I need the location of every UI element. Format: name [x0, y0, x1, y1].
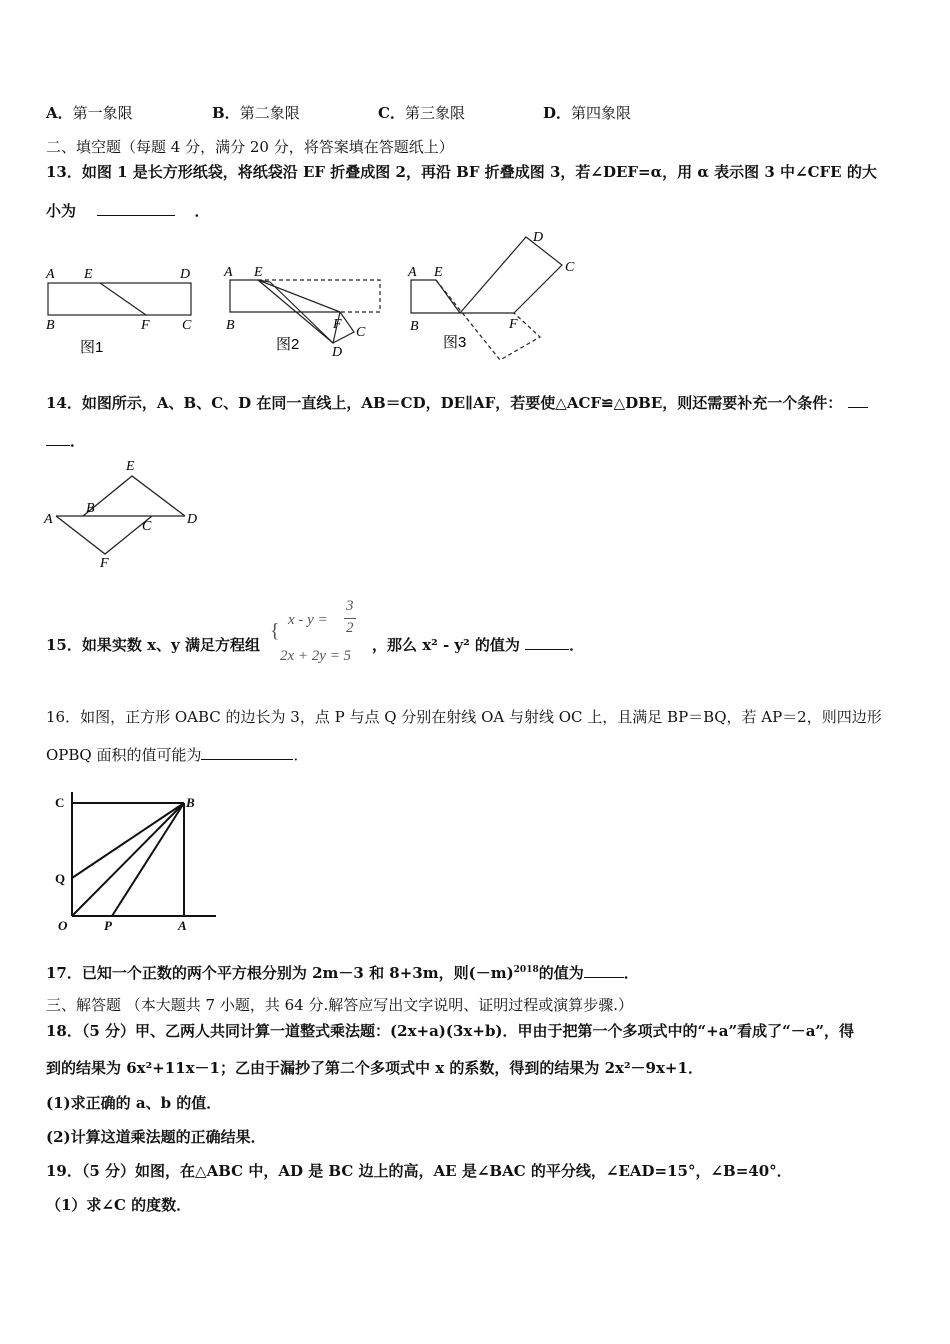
q13-line2: 小为 ．	[46, 202, 210, 220]
fig1-label-c: C	[182, 318, 192, 333]
fig1-label-e: E	[84, 267, 93, 282]
q16-label-b: B	[186, 795, 195, 810]
q14-figure	[40, 452, 210, 570]
fig2-caption: 图2	[276, 336, 300, 353]
q16-label-q: Q	[55, 871, 66, 886]
fig3-label-b: B	[410, 319, 419, 334]
q14-line1: 14．如图所示，A、B、C、D 在同一直线上，AB＝CD，DE∥AF，若要使△ACF≌△DBE，则还需要补充一个条件：	[46, 392, 868, 413]
section3-heading: 三、解答题 （本大题共 7 小题，共 64 分.解答应写出文字说明、证明过程或演算步骤.）	[46, 996, 634, 1014]
q16-label-p: P	[104, 918, 112, 933]
fig1-label-d: D	[180, 267, 191, 282]
fig2-label-c: C	[356, 325, 366, 340]
q17-answer-blank[interactable]	[584, 963, 624, 978]
q15-eq2: 2x + 2y = 5	[280, 648, 352, 664]
q16-label-a: A	[178, 918, 187, 933]
fig3-label-d: D	[533, 230, 544, 245]
q16-answer-blank[interactable]	[201, 745, 293, 760]
q18-part2: (2)计算这道乘法题的正确结果．	[46, 1128, 266, 1146]
fig2-label-f: F	[333, 317, 342, 332]
q18-part1: (1)求正确的 a、b 的值．	[46, 1094, 222, 1112]
q15-answer-blank[interactable]	[525, 635, 569, 650]
q16-line2: OPBQ 面积的值可能为 ．	[46, 746, 309, 764]
q16-label-o: O	[58, 918, 68, 933]
fig1-label-a: A	[46, 267, 55, 282]
q14-label-d: D	[187, 512, 198, 527]
option-d: D．第四象限	[543, 104, 632, 122]
fig2-label-d: D	[332, 345, 343, 360]
q13-answer-blank[interactable]	[97, 201, 175, 216]
fig3-label-f: F	[509, 317, 518, 332]
fig2-label-b: B	[226, 318, 235, 333]
fig3-label-a: A	[408, 265, 417, 280]
q18-line1: 18．（5 分）甲、乙两人共同计算一道整式乘法题：(2x+a)(3x+b)．甲由于把第一个多项式中的“+a”看成了“－a”，得	[46, 1022, 855, 1040]
fig3-label-c: C	[565, 260, 575, 275]
q14-label-e: E	[126, 459, 135, 474]
q13-figures	[40, 225, 600, 365]
figure-1	[48, 283, 191, 315]
q14-label-c: C	[142, 519, 152, 534]
q19-line1: 19．（5 分）如图，在△ABC 中，AD 是 BC 边上的高，AE 是∠BAC 的平分线，∠EAD=15°，∠B=40°．	[46, 1162, 792, 1180]
q15-fraction-bar	[344, 618, 356, 619]
q15-equation-system: { x - y = 3 2 2x + 2y = 5	[270, 598, 380, 668]
q14-label-a: A	[44, 512, 53, 527]
figure-3	[411, 237, 562, 360]
q14-answer-blank-part1[interactable]	[848, 393, 868, 408]
fig3-label-e: E	[434, 265, 443, 280]
q18-line2: 到的结果为 6x²+11x－1；乙由于漏抄了第二个多项式中 x 的系数，得到的结果为 2x²－9x+1．	[46, 1059, 703, 1077]
fig2-label-e: E	[254, 265, 263, 280]
q15-eq1-left: x - y =	[288, 612, 328, 628]
q15-eq1-denominator: 2	[346, 620, 354, 636]
section2-heading: 二、填空题（每题 4 分，满分 20 分，将答案填在答题纸上）	[46, 138, 454, 156]
fig1-caption: 图1	[80, 339, 104, 356]
q16-line1: 16．如图，正方形 OABC 的边长为 3，点 P 与点 Q 分别在射线 OA 与射线 OC 上，且满足 BP＝BQ，若 AP＝2，则四边形	[46, 708, 882, 726]
q15-suffix: ，那么 x² - y² 的值为 ．	[372, 636, 585, 654]
q14-answer-blank-part2[interactable]	[46, 431, 70, 446]
q19-part1: （1）求∠C 的度数．	[46, 1196, 192, 1214]
q17-exponent: 2018	[513, 965, 539, 975]
q14-label-f: F	[100, 556, 109, 570]
option-c: C．第三象限	[378, 104, 465, 122]
q16-figure	[50, 786, 220, 936]
fig2-label-a: A	[224, 265, 233, 280]
option-a: A．第一象限	[46, 104, 133, 122]
q15-eq1-numerator: 3	[346, 598, 354, 614]
fig1-label-f: F	[141, 318, 150, 333]
q14-label-b: B	[86, 501, 95, 516]
q14-line2: ．	[46, 430, 85, 451]
fig3-caption: 图3	[443, 334, 467, 351]
q13-line1: 13．如图 1 是长方形纸袋，将纸袋沿 EF 折叠成图 2，再沿 BF 折叠成图 3，若∠DEF=α，用 α 表示图 3 中∠CFE 的大	[46, 163, 877, 181]
option-b: B．第二象限	[212, 104, 300, 122]
q16-label-c: C	[55, 795, 65, 810]
q17-line: 17．已知一个正数的两个平方根分别为 2m－3 和 8+3m，则$(-m)^{2018}$的值为 ．	[46, 964, 639, 982]
fig1-label-b: B	[46, 318, 55, 333]
q15-prefix: 15．如果实数 x、y 满足方程组	[46, 636, 260, 654]
